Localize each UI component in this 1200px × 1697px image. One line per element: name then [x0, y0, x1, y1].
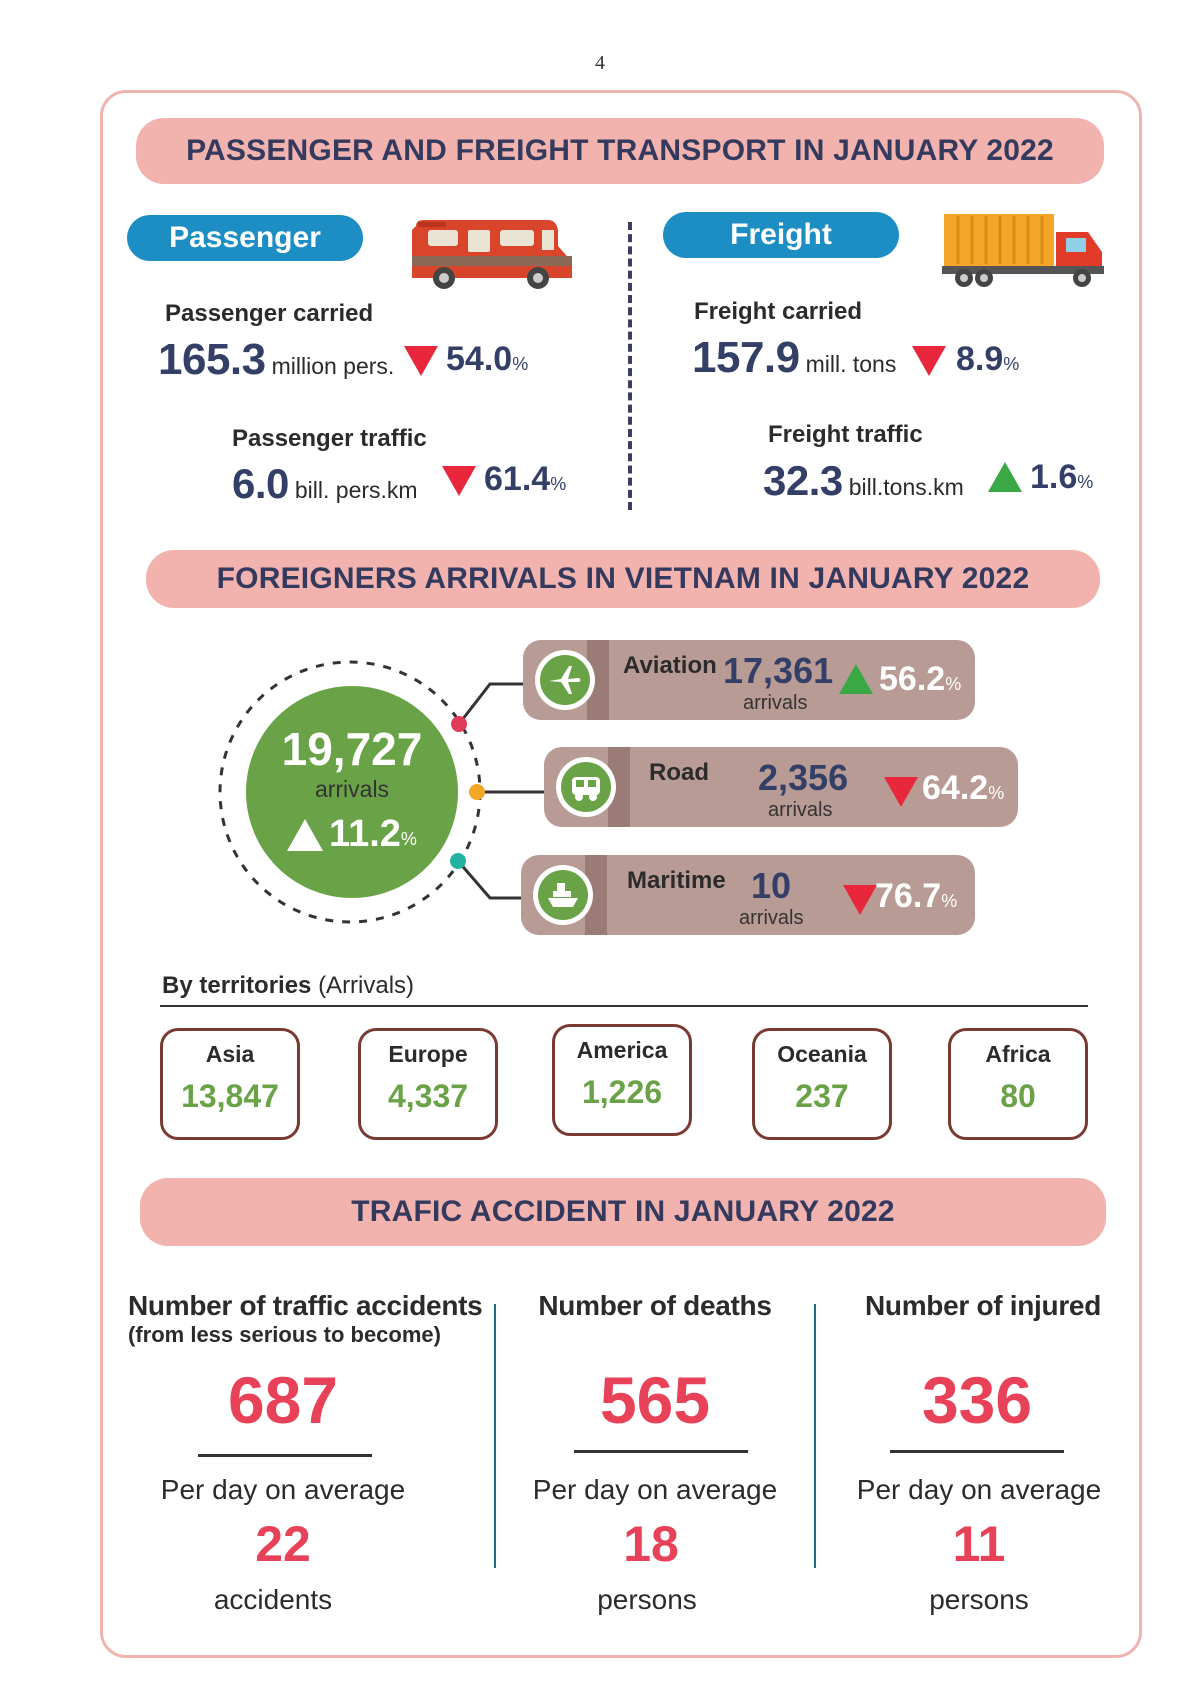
arrivals-title: FOREIGNERS ARRIVALS IN VIETNAM IN JANUARY 2022 — [216, 562, 1030, 595]
passenger-traffic-stat — [232, 460, 418, 508]
passenger-carried-stat — [158, 335, 394, 385]
passenger-carried-value: 165.3 — [158, 335, 266, 384]
bus-icon — [568, 769, 604, 805]
territory-value: 4,337 — [387, 1078, 469, 1114]
territory-africa — [948, 1028, 1088, 1140]
accidents-per-unit: accidents — [213, 1584, 333, 1615]
passenger-traffic-value: 6.0 — [232, 460, 289, 507]
airplane-icon — [547, 662, 583, 698]
ship-icon — [545, 877, 581, 913]
passenger-carried-change: 54.0% — [446, 340, 529, 378]
page-number: 4 — [595, 52, 605, 74]
arrow-down-icon — [912, 346, 946, 381]
passenger-pill-label: Passenger — [169, 221, 321, 254]
freight-carried-label: Freight carried — [694, 298, 863, 325]
arrow-up-icon — [287, 819, 323, 851]
arrow-down-icon — [884, 777, 918, 812]
accidents-title: TRAFIC ACCIDENT IN JANUARY 2022 — [351, 1195, 895, 1228]
arrivals-banner — [146, 550, 1100, 608]
total-arrivals-change: 11.2 % — [246, 813, 458, 856]
maritime-value: 10 — [751, 865, 792, 906]
deaths-title: Number of deaths — [538, 1290, 772, 1321]
rv-icon — [408, 216, 576, 292]
passenger-traffic-label: Passenger traffic — [232, 425, 427, 452]
passenger-traffic-change: 61.4% — [484, 460, 567, 498]
territory-europe — [358, 1028, 498, 1140]
arrow-down-icon — [404, 346, 438, 381]
freight-traffic-unit: bill.tons.km — [848, 474, 964, 500]
injured-per-value: 11 — [952, 1516, 1006, 1572]
road-value: 2,356 — [758, 757, 849, 798]
injured-rule — [890, 1450, 1064, 1453]
injured-per-unit: persons — [929, 1584, 1029, 1615]
aviation-label: Aviation — [623, 652, 717, 679]
road-change: 64.2% — [922, 769, 1005, 807]
accidents-column — [128, 1290, 483, 1348]
freight-carried-unit: mill. tons — [805, 351, 897, 377]
freight-pill — [663, 212, 899, 258]
freight-traffic-change: 1.6% — [1030, 458, 1094, 496]
territory-value: 80 — [1000, 1078, 1036, 1114]
territory-value: 237 — [795, 1078, 849, 1114]
accidents-count-subtitle: (from less serious to become) — [128, 1322, 441, 1347]
total-arrivals-unit: arrivals — [314, 776, 390, 802]
freight-traffic-value: 32.3 — [763, 457, 843, 504]
territory-oceania — [752, 1028, 892, 1140]
territory-name: Africa — [985, 1041, 1051, 1067]
passenger-carried-label: Passenger carried — [165, 300, 374, 327]
deaths-per-value: 18 — [623, 1516, 679, 1572]
arrow-down-icon — [442, 466, 476, 501]
deaths-per-unit: persons — [597, 1584, 697, 1615]
maritime-unit: arrivals — [739, 907, 804, 929]
aviation-unit: arrivals — [743, 692, 808, 714]
injured-title: Number of injured — [864, 1290, 1102, 1321]
passenger-carried-unit: million pers. — [271, 353, 395, 379]
freight-carried-stat — [692, 333, 896, 383]
deaths-value: 565 — [599, 1363, 711, 1437]
aviation-change: 56.2% — [879, 660, 962, 698]
territories-sub: (Arrivals) — [318, 972, 415, 999]
truck-icon — [938, 212, 1108, 292]
territory-name: Asia — [205, 1041, 255, 1067]
passenger-traffic-unit: bill. pers.km — [294, 477, 418, 503]
arrow-up-icon — [839, 664, 873, 699]
road-label: Road — [649, 759, 709, 786]
territories-heading — [162, 972, 414, 1000]
passenger-pill — [127, 215, 363, 261]
transport-banner — [136, 118, 1104, 184]
aviation-value: 17,361 — [723, 650, 834, 691]
road-box — [544, 747, 1018, 827]
freight-pill-label: Freight — [730, 218, 832, 251]
section-divider — [628, 222, 632, 510]
arrow-down-icon — [843, 885, 877, 920]
accidents-per-label: Per day on average — [160, 1474, 406, 1505]
maritime-label: Maritime — [627, 867, 726, 894]
freight-traffic-label: Freight traffic — [768, 421, 923, 448]
territory-name: America — [576, 1037, 668, 1063]
territory-name: Oceania — [777, 1041, 867, 1067]
deaths-rule — [574, 1450, 748, 1453]
freight-traffic-stat — [763, 457, 964, 505]
total-arrivals-value: 19,727 — [281, 723, 423, 775]
accidents-per-value: 22 — [255, 1516, 311, 1572]
territory-america — [552, 1024, 692, 1136]
territory-name: Europe — [388, 1041, 468, 1067]
maritime-box — [521, 855, 975, 935]
territories-rule — [160, 1005, 1088, 1007]
aviation-box — [523, 640, 975, 720]
freight-carried-change: 8.9% — [956, 340, 1020, 378]
territories-label: By territories — [162, 972, 312, 999]
total-arrivals-circle — [246, 686, 458, 898]
transport-title: PASSENGER AND FREIGHT TRANSPORT IN JANUARY 2022 — [186, 134, 1054, 167]
injured-value: 336 — [921, 1363, 1033, 1437]
arrow-up-icon — [988, 462, 1022, 497]
territory-asia — [160, 1028, 300, 1140]
accidents-count-rule — [198, 1454, 372, 1457]
deaths-per-label: Per day on average — [532, 1474, 778, 1505]
column-divider — [814, 1304, 816, 1568]
maritime-change: 76.7% — [875, 877, 958, 915]
freight-carried-value: 157.9 — [692, 333, 800, 382]
accidents-banner — [140, 1178, 1106, 1246]
territory-value: 13,847 — [181, 1078, 279, 1114]
accidents-count-title: Number of traffic accidents — [128, 1290, 483, 1321]
road-unit: arrivals — [768, 799, 833, 821]
injured-per-label: Per day on average — [856, 1474, 1102, 1505]
accidents-count-value: 687 — [227, 1363, 339, 1437]
territory-value: 1,226 — [581, 1074, 663, 1110]
